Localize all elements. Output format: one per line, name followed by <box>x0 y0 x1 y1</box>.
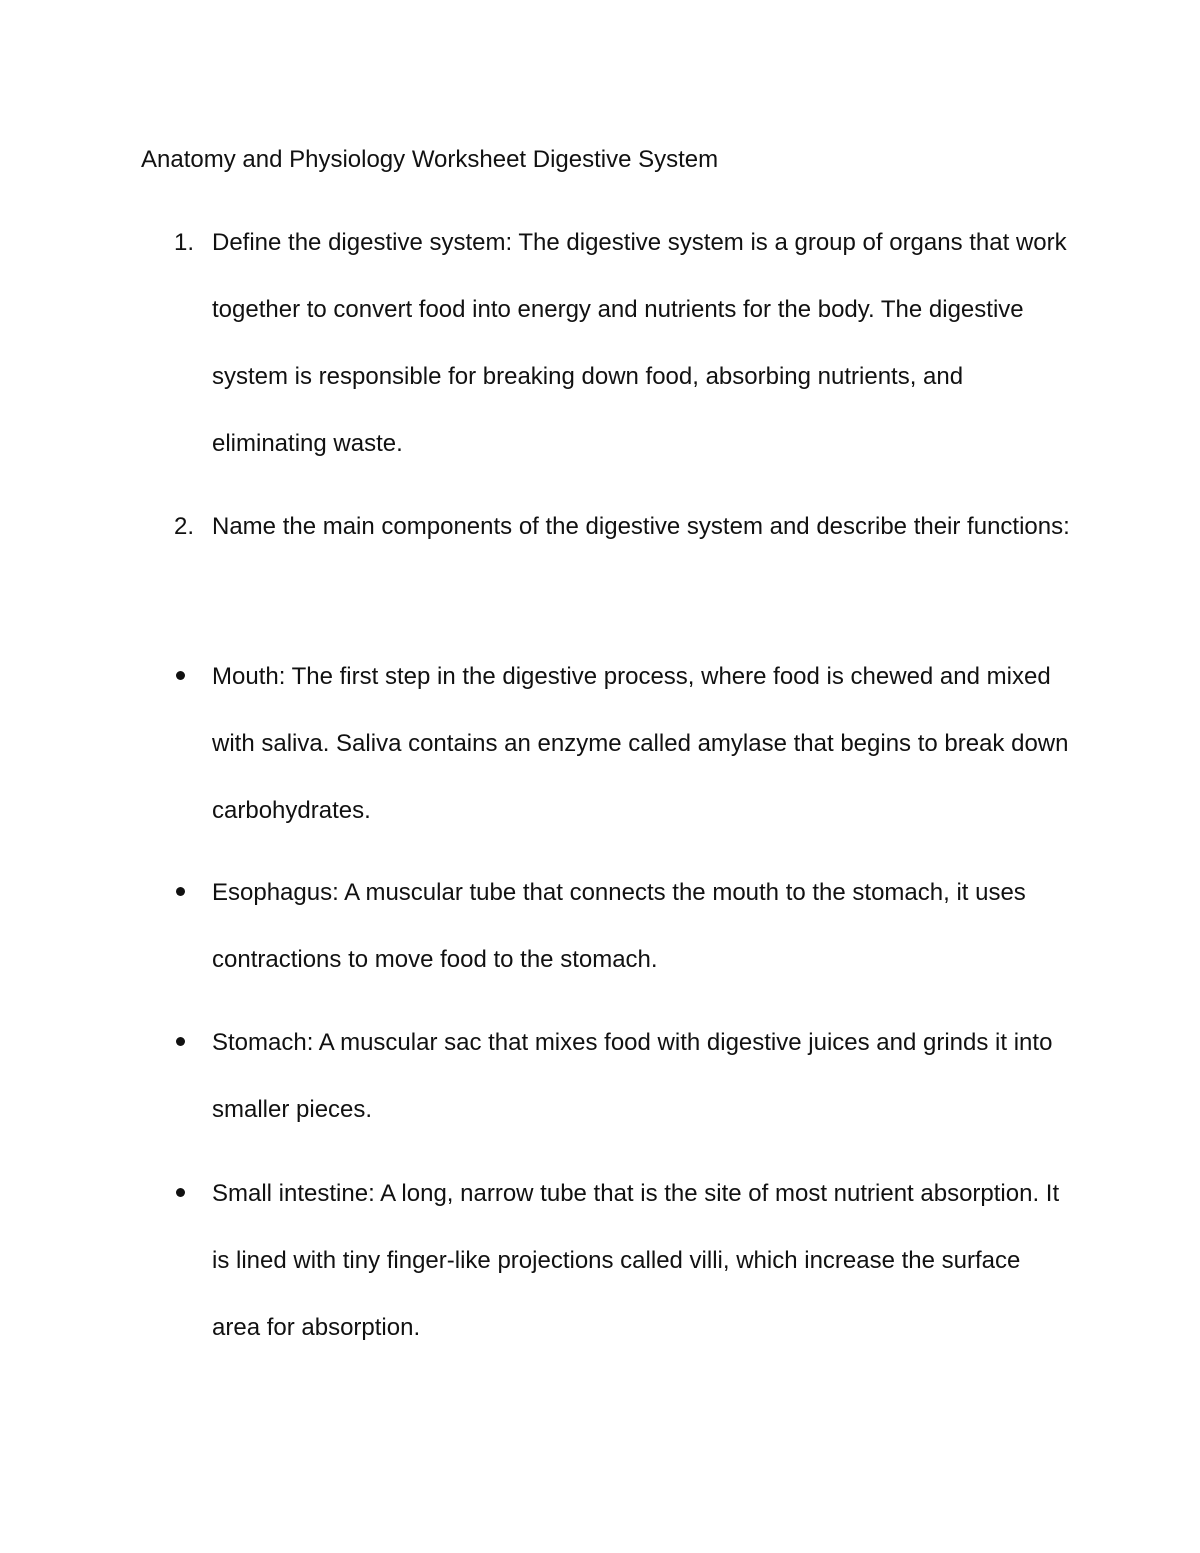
bullet-item-stomach <box>141 1009 1071 1143</box>
bullet-icon <box>176 887 185 896</box>
numbered-item-text: Define the digestive system: The digestive system is a group of organs that work together to convert food into energy and nutrients for the body. The digestive system is responsible for breaking down food, absorbing nutrients, and eliminating waste. <box>212 229 1067 457</box>
bullet-icon <box>176 1037 185 1046</box>
bullet-item-text: Stomach: A muscular sac that mixes food with digestive juices and grinds it into smaller pieces. <box>212 1029 1053 1123</box>
bullet-item-esophagus <box>141 859 1071 993</box>
bullet-item-small-intestine <box>141 1160 1071 1361</box>
bullet-item-text: Small intestine: A long, narrow tube that is the site of most nutrient absorption. It is lined with tiny finger-like projections called villi, which increase the surface area for absorption. <box>212 1180 1060 1341</box>
numbered-item-text: Name the main components of the digestive system and describe their functions: <box>212 513 1070 540</box>
bullet-item-mouth <box>141 643 1071 844</box>
bullet-icon <box>176 671 185 680</box>
numbered-item-1 <box>141 209 1071 477</box>
document-title: Anatomy and Physiology Worksheet Digestive System <box>141 146 719 173</box>
bullet-item-text: Esophagus: A muscular tube that connects the mouth to the stomach, it uses contractions to move food to the stomach. <box>212 879 1026 973</box>
numbered-item-2 <box>141 493 1071 560</box>
bullet-icon <box>176 1188 185 1197</box>
bullet-item-text: Mouth: The first step in the digestive process, where food is chewed and mixed with saliva. Saliva contains an enzyme called amylase that begins to break down carbohydrates. <box>212 663 1069 824</box>
list-number: 2. <box>174 513 195 540</box>
list-number: 1. <box>174 229 195 256</box>
